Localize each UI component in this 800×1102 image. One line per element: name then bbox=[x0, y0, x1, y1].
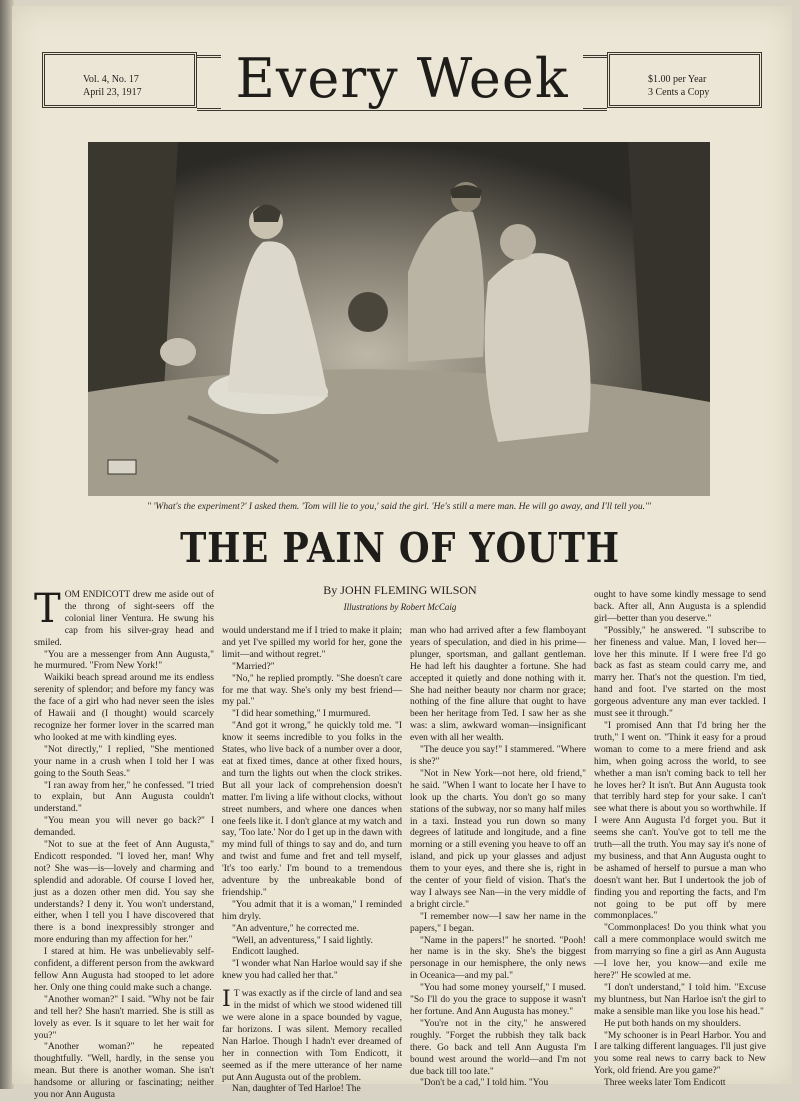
paragraph: "You had some money yourself," I mused. "So I'll do you the grace to suppose it wasn't her fortune. And Ann Augusta has money." bbox=[410, 983, 586, 1017]
price-year: $1.00 per Year bbox=[648, 74, 707, 85]
paragraph: "The deuce you say!" I stammered. "Where is she?" bbox=[410, 745, 586, 767]
paragraph: "I wonder what Nan Harloe would say if she knew you had called her that." bbox=[222, 959, 402, 982]
paragraph: "You are a messenger from Ann Augusta," he murmured. "From New York!" bbox=[34, 649, 214, 672]
paragraph: I T was exactly as if the circle of land and sea in the midst of which we stood widened till we were alone in a space bounded by vague, far horizons. I was silent. Memory recalled Nan Harloe. Though I hadn't ever dreamed of her in connection with Tom Endicott, it seemed as if the mere utterance of her name put Ann Augusta out of the problem. bbox=[222, 987, 402, 1083]
paragraph: "Not in New York—not here, old friend," he said. "When I want to locate her I have to look up the charts. You don't go so many stations of the subway, nor so many half miles in a taxi. Instead you run down so many degrees of latitude and longitude, and a fine morning or a still evening you heave to off an island, and pick up your glasses and adjust them to your eyes, and there she is, right in the center of your field of vision. That's the way I always see Nan—in the very middle of a bright circle." bbox=[410, 768, 586, 910]
paragraph: ought to have some kindly message to send back. After all, Ann Augusta is a splendid girl—better than you deserve." bbox=[594, 590, 766, 624]
paragraph: "Married?" bbox=[232, 661, 275, 672]
issue-number: Vol. 4, No. 17 bbox=[83, 74, 139, 85]
issue-date: April 23, 1917 bbox=[83, 87, 142, 98]
story-illustration bbox=[88, 142, 710, 496]
drop-cap: I bbox=[222, 987, 231, 1013]
paragraph: "Don't be a cad," I told him. "You bbox=[420, 1078, 549, 1089]
illustration-drawing bbox=[88, 142, 710, 496]
article-column-3 bbox=[410, 626, 586, 1089]
paragraph: man who had arrived after a few flamboyant years of speculation, and died in his prime—plunger, sportsman, and gallant gentleman. He had left his daughter a fortune. She had accepted it quietly and done nothing with it. She had neither beauty nor charm nor grace; nothing of the fine allure that ought to have been her heritage from Ted. I saw her as she was: a slim, awkward woman—insignificant even with all her wealth. bbox=[410, 626, 586, 744]
paragraph: Endicott laughed. bbox=[232, 947, 300, 958]
paragraph: He put both hands on my shoulders. bbox=[604, 1018, 741, 1029]
paragraph: "I remember now—I saw her name in the papers," I began. bbox=[410, 911, 586, 934]
paragraph: "Another woman?" he repeated thoughtfully. "Well, hardly, in the sense you mean. But there is another woman. She isn't handsome or alluring or fascinating; neither you nor Ann Augusta bbox=[34, 1042, 214, 1101]
paragraph: "I did hear something," I murmured. bbox=[232, 709, 371, 720]
paragraph: "No," he replied promptly. "She doesn't care for me that way. She's only my best friend—my pal." bbox=[222, 673, 402, 708]
paragraph: "Another woman?" I said. "Why not be fair and tell her? She hasn't married. She is still as lovely as ever. Is it square to let her wait for you?" bbox=[34, 994, 214, 1041]
paragraph: TOM ENDICOTT drew me aside out of the throng of sight-seers off the colonial liner Ventura. He swung his cap from his silver-gray head and smiled. bbox=[34, 586, 214, 648]
paragraph: "You're not in the city," he answered roughly. "Forget the rubbish they talk back there. Go back and tell Ann Augusta I'm bound west around the world—and I'm not due back till too late." bbox=[410, 1018, 586, 1077]
paragraph: "Name in the papers!" he snorted. "Pooh! her name is in the sky. She's the biggest personage in our hemisphere, the only news in Oceanica—and my pal." bbox=[410, 935, 586, 982]
paragraph: "You admit that it is a woman," I reminded him dryly. bbox=[222, 899, 402, 922]
magazine-title-text: Every Week bbox=[221, 47, 582, 110]
paragraph: Waikiki beach spread around me its endless serenity of splendor; and before my fancy was the face of a girl who had never seen the isles of Hawaii and (I thought) would scarcely recognize her former lover in the scarred man who looked at me with kindling eyes. bbox=[34, 673, 214, 743]
price-box bbox=[607, 52, 762, 108]
paragraph: Three weeks later Tom Endicott bbox=[604, 1078, 726, 1089]
drop-cap: T bbox=[34, 586, 61, 632]
paragraph: "Not directly," I replied, "She mentioned your name in a crush when I told her I was going to the South Seas." bbox=[34, 744, 214, 779]
paragraph: "Commonplaces! Do you think what you call a mere commonplace would switch me from marrying so fine a girl as Ann Augusta—I love her, you know—and exile me here?" He scowled at me. bbox=[594, 923, 766, 981]
paragraph: would understand me if I tried to make it plain; and yet I've spilled my world for her, gone the limit—and without regret." bbox=[222, 626, 402, 660]
paragraph: "Not to sue at the feet of Ann Augusta," Endicott responded. "I loved her, man! Why not? She was—is—lovely and charming and splendid and adorable. Of course I loved her, just as a dozen other men did. You say she understands? I deny it. You won't understand, either, when I tell you I have discovered that there is a bond inexpressibly stronger and more enduring than my affection for her." bbox=[34, 840, 214, 946]
illustration-caption: " 'What's the experiment?' I asked them. 'Tom will lie to you,' said the girl. 'He's still a mere man. He will go away, and I'll tell you.'" bbox=[147, 502, 651, 512]
paragraph: "My schooner is in Pearl Harbor. You and I are talking different languages. I'll just give you some real news to carry back to New York, old friend. Are you game?" bbox=[594, 1030, 766, 1077]
paragraph: "You mean you will never go back?" I demanded. bbox=[34, 816, 214, 839]
paragraph: "An adventure," he corrected me. bbox=[232, 923, 359, 934]
article-column-4 bbox=[594, 590, 766, 1089]
article-column-2 bbox=[222, 626, 402, 1095]
paragraph: Nan, daughter of Ted Harloe! The bbox=[232, 1084, 361, 1095]
illustration-credit: Illustrations by Robert McCaig bbox=[343, 602, 457, 612]
paragraph: I stared at him. He was unbelievably self-confident, a different person from the awkward fellow Ann Augusta had stooped to let adore her. Only one thing could make such a change. bbox=[34, 947, 214, 993]
price-copy: 3 Cents a Copy bbox=[648, 87, 710, 98]
article-byline: By JOHN FLEMING WILSON bbox=[323, 583, 477, 597]
article-column-1 bbox=[34, 586, 214, 1101]
paragraph: "I don't understand," I told him. "Excuse my bluntness, but Nan Harloe isn't the girl to make a sensible man like you lose his head." bbox=[594, 982, 766, 1017]
paragraph: "And got it wrong," he quickly told me. "I know it seems incredible to you folks in the States, who live back of a number over a door, eat at fixed times, dance at other fixed hours, and turn the lights out when the clock strikes. But all your lack of comprehension doesn't matter. I'm living a life without clocks, without street numbers, and where one dances when one feels like it. I don't glance at my watch and say, 'Too late.' Nor do I get up in the dawn with my mind full of things to say and do, and turn and twist and fume and fret and tell myself, 'It's too early.' I'm bound to a tremendous adventure by the unbreakable bond of friendship." bbox=[222, 721, 402, 898]
masthead bbox=[42, 44, 762, 122]
paragraph: "Possibly," he answered. "I subscribe to her fineness and value. Man, I loved her—love her this minute. If I were free I'd go back as fast as steam could carry me, and marry her. That's not the question. I'm tied, hand and foot. I've started on the most gorgeous adventure any man ever tackled. I must see it through." bbox=[594, 625, 766, 720]
article-title: THE PAIN OF YOUTH bbox=[180, 524, 620, 572]
paragraph: "I promised Ann that I'd bring her the truth," I went on. "Think it easy for a proud woman to come to a mere friend and ask him, when going across the world, to see whether a man isn't coming back to tell her he loves her? It isn't. But Ann Augusta took that terribly hard step for your sake. I can't see what there is about you so worthwhile. If I were Ann Augusta I'd forget you. But it seems she can't. You've got to tell me the truth—all the truth. You may say it's none of my business, and that Ann Augusta ought to be ashamed of herself to pursue a man who doesn't want her. But I undertook the job of finding you and reporting the facts, and I'm not going to be put off by mere commonplaces." bbox=[594, 720, 766, 922]
paragraph: "I ran away from her," he confessed. "I tried to explain, but Ann Augusta couldn't understand." bbox=[34, 780, 214, 815]
paragraph: "Well, an adventuress," I said lightly. bbox=[232, 935, 373, 946]
